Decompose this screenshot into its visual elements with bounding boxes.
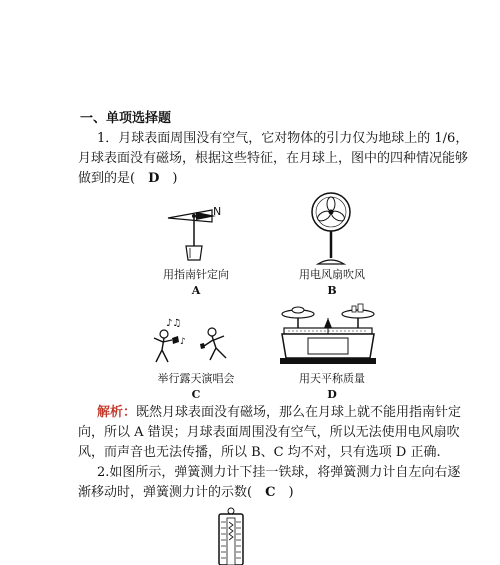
q1-line-3 [78, 171, 177, 187]
figure-c-letter: C [191, 388, 201, 401]
figure-d-caption: 用天平称质量 [299, 372, 365, 385]
svg-text:♪♫: ♪♫ [166, 318, 182, 329]
electric-fan-icon [306, 190, 356, 268]
explanation-line-1-text: 既然月球表面没有磁场，那么在月球上就不能用指南针定 [136, 405, 462, 420]
explanation-line-2: 向，所以 A 错误；月球表面周围没有空气，所以无法使用电风扇吹 [78, 425, 460, 440]
q1-line-1: 1．月球表面周围没有空气，它对物体的引力仅为地球上的 1/6， [97, 131, 469, 146]
explanation-label: 解析： [97, 405, 137, 420]
svg-text:♪: ♪ [180, 337, 186, 347]
q2-line-1: 2.如图所示，弹簧测力计下挂一铁球，将弹簧测力计自左向右逐 [97, 465, 461, 480]
figure-c-caption: 举行露天演唱会 [157, 372, 235, 385]
explanation-line-1 [97, 405, 461, 421]
q1-answer: D [148, 171, 160, 186]
figure-a-caption: 用指南针定向 [163, 268, 229, 281]
section-title: 一、单项选择题 [80, 111, 172, 126]
explanation-line-3: 风，而声音也无法传播，所以 B、C 均不对，只有选项 D 正确. [78, 445, 441, 460]
figure-b-caption: 用电风扇吹风 [299, 268, 365, 281]
q2-line-2-text: 渐移动时，弹簧测力计的示数( [78, 485, 266, 500]
figure-d-letter: D [327, 388, 337, 401]
spring-scale-icon [213, 508, 249, 565]
figure-a-letter: A [191, 284, 201, 297]
compass-north-label: N [213, 205, 222, 218]
concert-singers-icon [150, 316, 240, 366]
q1-line-3-close: ) [159, 171, 178, 186]
q1-line-3-text: 做到的是( [78, 171, 149, 186]
q2-line-2 [78, 485, 294, 501]
figure-b-letter: B [327, 284, 337, 297]
q2-line-2-close: ) [275, 485, 294, 500]
q1-line-2: 月球表面没有磁场，根据这些特征，在月球上，图中的四种情况能够 [78, 151, 469, 166]
q2-answer: C [265, 485, 276, 500]
balance-scale-icon [278, 300, 378, 368]
